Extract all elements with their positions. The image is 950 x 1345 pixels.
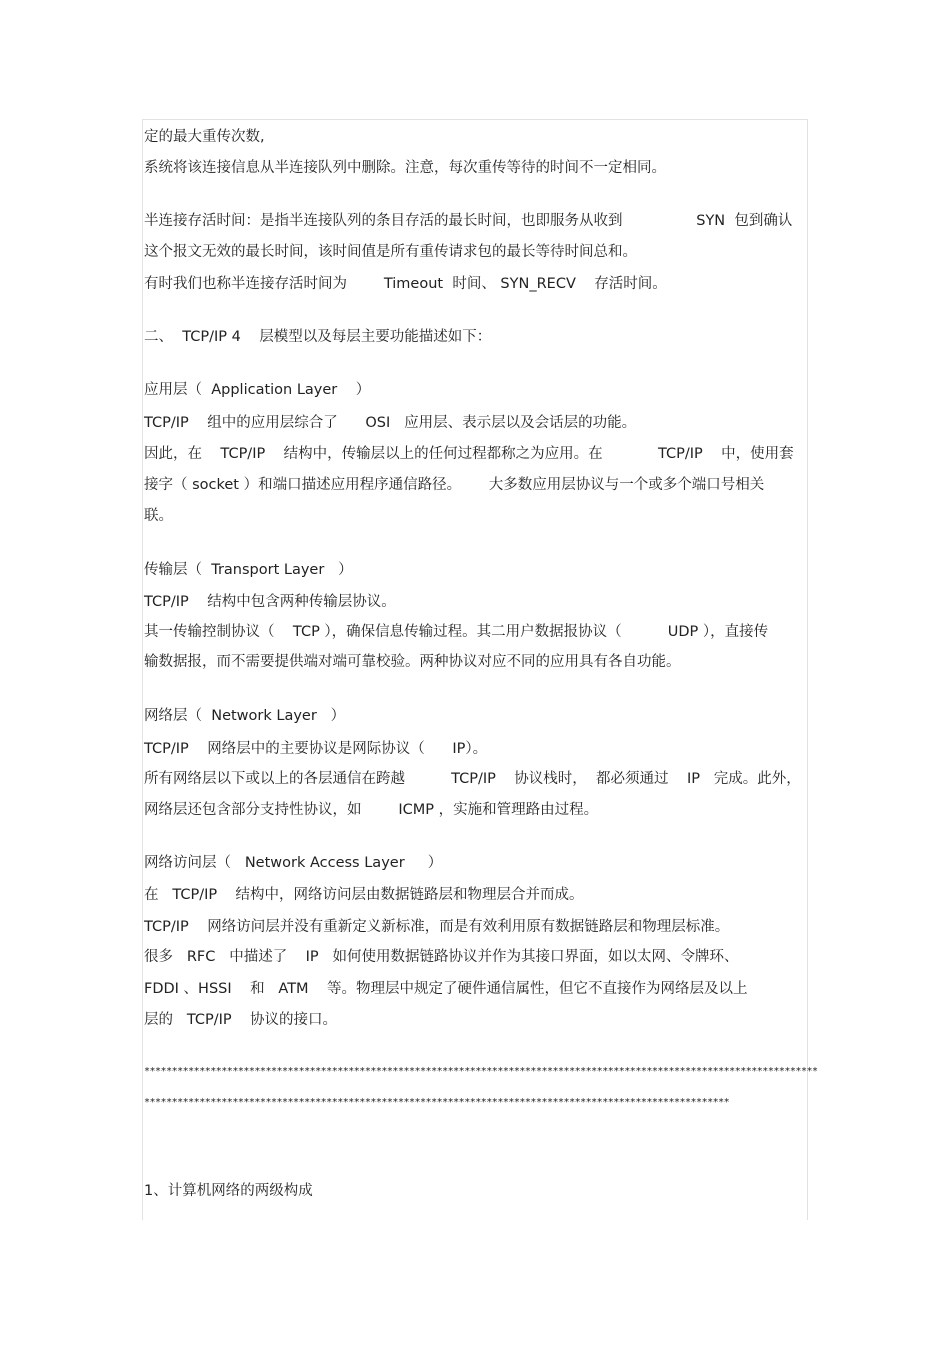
layer-heading: 网络访问层（ Network Access Layer ） — [144, 855, 443, 871]
text-line: TCP/IP 网络访问层并没有重新定义新标准，而是有效利用原有数据链路层和物理层标准。 — [144, 919, 730, 935]
text-line: 输数据报，而不需要提供端对端可靠校验。两种协议对应不同的应用具有各自功能。 — [144, 654, 681, 670]
text-line: FDDI 、HSSI 和 ATM 等。物理层中规定了硬件通信属性，但它不直接作为网络层及以上 — [144, 981, 748, 997]
text-line: 所有网络层以下或以上的各层通信在跨越 TCP/IP 协议栈时， 都必须通过 IP 完成。此外， — [144, 771, 801, 787]
text-line: 接字（ socket ）和端口描述应用程序通信路径。 大多数应用层协议与一个或多个端口号相关 — [144, 477, 765, 493]
text-line: TCP/IP 组中的应用层综合了 OSI 应用层、表示层以及会话层的功能。 — [144, 415, 637, 431]
separator-line: ************************************************************************************************************************** — [144, 1066, 818, 1077]
layer-heading: 网络层（ Network Layer ） — [144, 708, 346, 724]
text-line: 网络层还包含部分支持性协议，如 ICMP ，实施和管理路由过程。 — [144, 802, 599, 818]
text-line: 因此，在 TCP/IP 结构中，传输层以上的任何过程都称之为应用。在 TCP/IP 中，使用套 — [144, 446, 794, 462]
numbered-heading: 1、计算机网络的两级构成 — [144, 1183, 313, 1199]
text-line: 有时我们也称半连接存活时间为 Timeout 时间、 SYN_RECV 存活时间。 — [144, 276, 667, 292]
separator-line: ********************************************************************************************************** — [144, 1097, 730, 1108]
text-line: 联。 — [144, 508, 173, 524]
text-line: TCP/IP 网络层中的主要协议是网际协议（ IP）。 — [144, 741, 488, 757]
layer-heading: 应用层（ Application Layer ） — [144, 382, 371, 398]
text-line: TCP/IP 结构中包含两种传输层协议。 — [144, 594, 396, 610]
text-line: 其一传输控制协议（ TCP ），确保信息传输过程。其二用户数据报协议（ UDP ），直接传 — [144, 624, 769, 640]
text-line: 这个报文无效的最长时间，该时间值是所有重传请求包的最长等待时间总和。 — [144, 244, 637, 260]
section-heading: 二、 TCP/IP 4 层模型以及每层主要功能描述如下： — [144, 329, 492, 345]
text-line: 很多 RFC 中描述了 IP 如何使用数据链路协议并作为其接口界面，如以太网、令牌环、 — [144, 949, 739, 965]
layer-heading: 传输层（ Transport Layer ） — [144, 562, 353, 578]
text-line: 在 TCP/IP 结构中，网络访问层由数据链路层和物理层合并而成。 — [144, 887, 584, 903]
text-line: 定的最大重传次数, — [144, 129, 265, 145]
text-line: 半连接存活时间：是指半连接队列的条目存活的最长时间，也即服务从收到 SYN 包到确认 — [144, 213, 793, 229]
text-line: 层的 TCP/IP 协议的接口。 — [144, 1012, 338, 1028]
text-line: 系统将该连接信息从半连接队列中删除。注意，每次重传等待的时间不一定相同。 — [144, 160, 666, 176]
